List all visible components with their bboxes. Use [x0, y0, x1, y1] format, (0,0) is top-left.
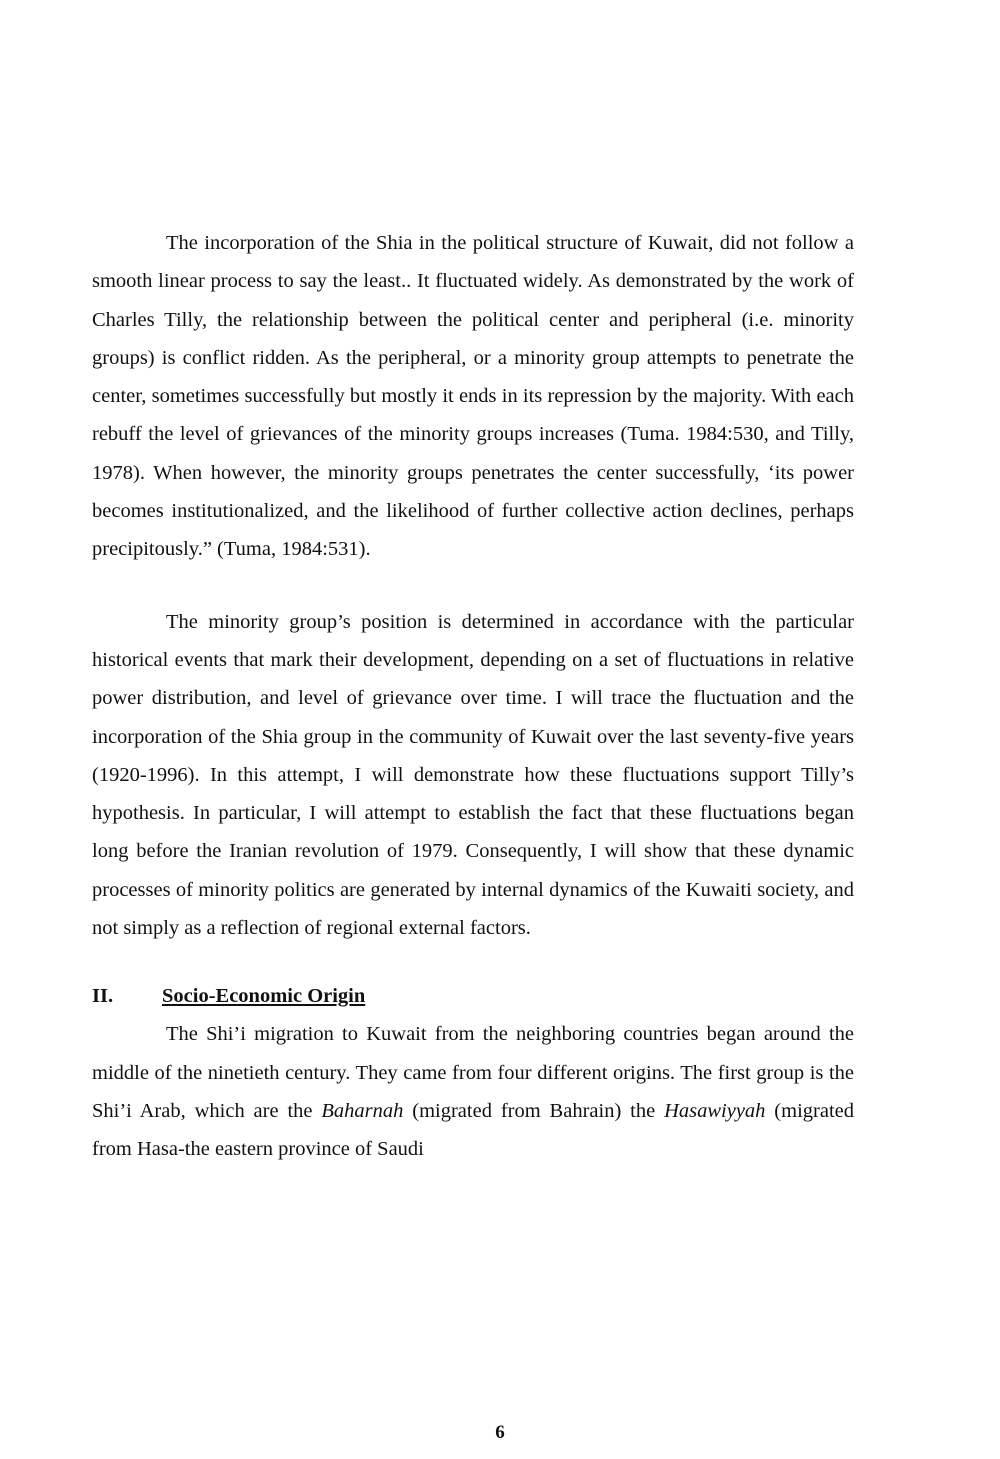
page-body [92, 224, 854, 1169]
migration-text-part3: (migrated from Hasa-the eastern province of Saudi [92, 1099, 854, 1161]
term-hasawiyyah: Hasawiyyah [664, 1099, 766, 1122]
paragraph-minority-position: The minority group’s position is determined in accordance with the particular historical events that mark their development, depending on a set of fluctuations in relative power distribution, and level of grievance over time. I will trace the fluctuation and the incorporation of the Shia group in the community of Kuwait over the last seventy-five years (1920-1996). In this attempt, I will demonstrate how these fluctuations support Tilly’s hypothesis. In particular, I will attempt to establish the fact that these fluctuations began long before the Iranian revolution of 1979. Consequently, I will show that these dynamic processes of minority politics are generated by internal dynamics of the Kuwaiti society, and not simply as a reflection of regional external factors. [92, 610, 854, 940]
migration-text-part2: (migrated from Bahrain) the [403, 1099, 665, 1122]
section-heading [92, 981, 854, 1011]
paragraph-shii-migration [92, 1015, 854, 1168]
paragraph-tilly-incorporation: The incorporation of the Shia in the political structure of Kuwait, did not follow a smooth linear process to say the least.. It fluctuated widely. As demonstrated by the work of Charles Tilly, the relationship between the political center and peripheral (i.e. minority groups) is conflict ridden. As the peripheral, or a minority group attempts to penetrate the center, sometimes successfully but mostly it ends in its repression by the majority. With each rebuff the level of grievances of the minority groups increases (Tuma. 1984:530, and Tilly, 1978). When however, the minority groups penetrates the center successfully, ‘its power becomes institutionalized, and the likelihood of further collective action declines, perhaps precipitously.” (Tuma, 1984:531). [92, 232, 854, 561]
term-baharnah: Baharnah [321, 1099, 404, 1122]
page-number: 6 [495, 1422, 505, 1443]
section-title: Socio-Economic Origin [162, 985, 366, 1008]
migration-text-part1: The Shi’i migration to Kuwait from the neighboring countries began around the middle of the ninetieth century. They came from four different origins. The first group is the Shi’i Arab, which are the [92, 1023, 854, 1122]
section-number: II. [92, 985, 114, 1008]
